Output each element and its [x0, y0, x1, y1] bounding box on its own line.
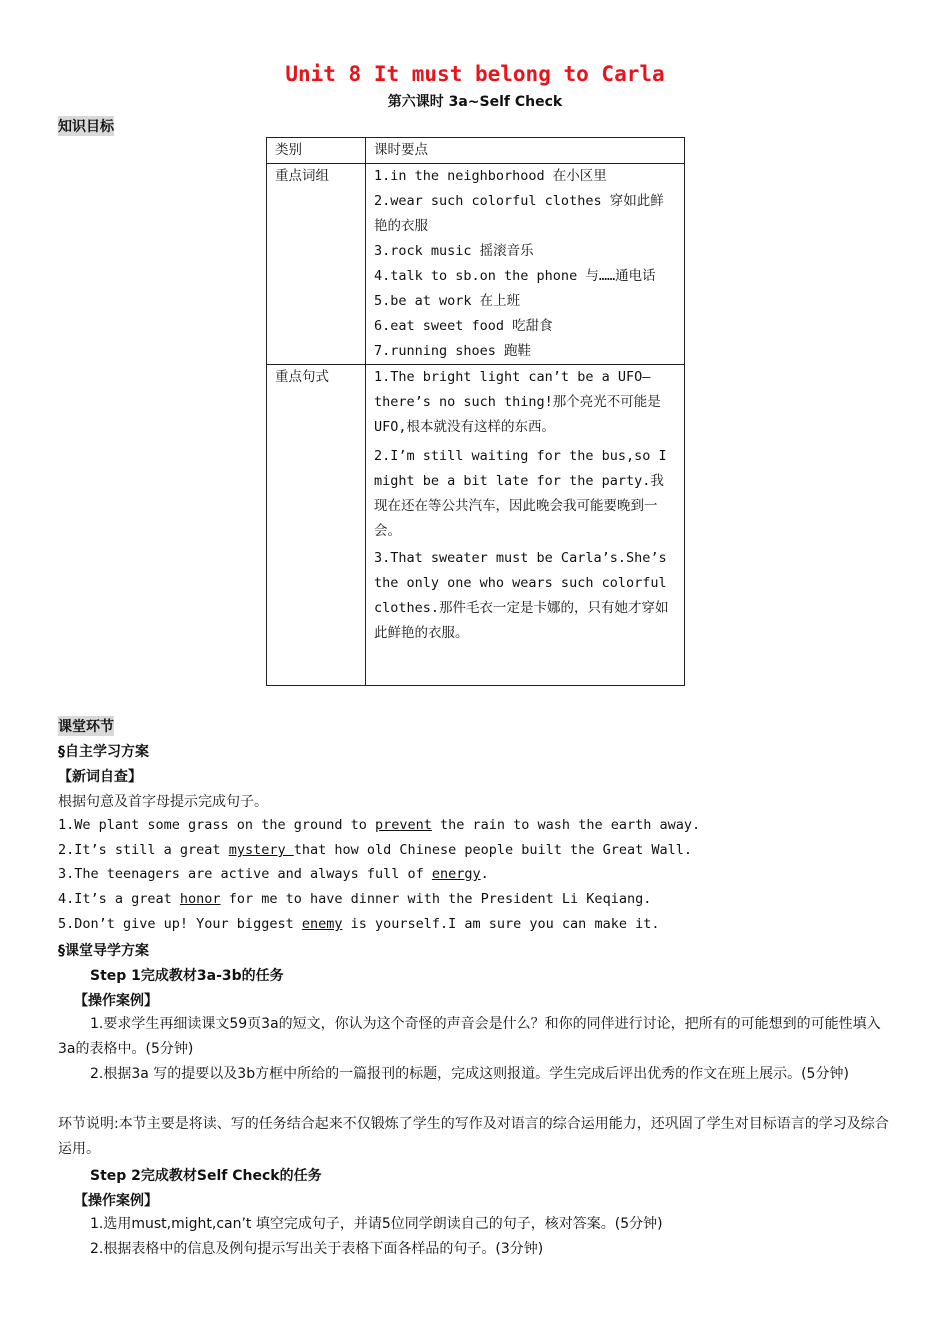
table-row-category: 重点词组	[267, 164, 366, 365]
phrase-item: 7.running shoes 跑鞋	[374, 343, 532, 359]
table-row-items	[366, 164, 685, 365]
answer-word: enemy	[301, 916, 343, 932]
step1-paragraph-1: 1.要求学生再细读课文59页3a的短文，你认为这个奇怪的声音会是什么？和你的同伴进行讨论，把所有的可能想到的可能性填入3a的表格中。(5分钟)	[58, 1016, 881, 1057]
sentence-item: 1.The bright light can’t be a UFO—there’s no such thing!那个亮光不可能是UFO,根本就没有这样的东西。	[374, 369, 661, 435]
answer-word: mystery	[228, 842, 294, 858]
exercise-sentence	[58, 891, 651, 907]
case2-heading: 【操作案例】	[74, 1193, 158, 1209]
sentence-text: that how old Chinese people built the Great Wall.	[293, 842, 692, 858]
sentence-text: 2.It’s still a great	[58, 842, 229, 858]
exercise-sentence	[58, 916, 659, 932]
self-study-heading: §自主学习方案	[58, 744, 149, 760]
step2-paragraph-2: 2.根据表格中的信息及例句提示写出关于表格下面各样品的句子。(3分钟)	[90, 1241, 544, 1257]
knowledge-table	[266, 137, 685, 686]
step1-paragraph-2: 2.根据3a 写的提要以及3b方框中所给的一篇报刊的标题，完成这则报道。学生完成后评出优秀的作文在班上展示。(5分钟)	[90, 1066, 849, 1082]
table-row	[267, 164, 685, 365]
sentence-text: 5.Don’t give up! Your biggest	[58, 916, 302, 932]
sentence-text: for me to have dinner with the President Li Keqiang.	[220, 891, 652, 907]
sentence-item: 2.I’m still waiting for the bus,so I might be a bit late for the party.我现在还在等公共汽车，因此晚会我可能要晚到一会。	[374, 448, 667, 539]
answer-word: energy	[431, 866, 481, 882]
sentence-text: is yourself.I am sure you can make it.	[342, 916, 660, 932]
knowledge-heading: 知识目标	[58, 116, 114, 136]
table-row-category: 重点句式	[267, 365, 366, 686]
sentence-text: .	[480, 866, 489, 882]
section-note: 环节说明:本节主要是将读、写的任务结合起来不仅锻炼了学生的写作及对语言的综合运用能力，还巩固了学生对目标语言的学习及综合运用。	[58, 1116, 889, 1157]
table-row	[267, 365, 685, 686]
exercise-sentence	[58, 866, 489, 882]
step2-paragraph-1: 1.选用must,might,can’t 填空完成句子，并请5位同学朗读自己的句子，核对答案。(5分钟)	[90, 1216, 663, 1232]
guide-heading: §课堂导学方案	[58, 943, 149, 959]
phrase-item: 3.rock music 摇滚音乐	[374, 243, 534, 259]
new-words-heading: 【新词自查】	[58, 769, 142, 785]
document-subtitle: 第六课时 3a~Self Check	[387, 94, 563, 110]
table-header-category: 类别	[267, 138, 366, 164]
answer-word: prevent	[374, 817, 432, 833]
answer-word: honor	[179, 891, 221, 907]
document-title: Unit 8 It must belong to Carla	[285, 62, 665, 86]
sentence-item: 3.That sweater must be Carla’s.She’s the only one who wears such colorful clothes.那件毛衣一定是卡娜的，只有她才穿如此鲜艳的衣服。	[374, 550, 669, 641]
new-words-instruction: 根据句意及首字母提示完成句子。	[58, 794, 268, 810]
phrase-item: 6.eat sweet food 吃甜食	[374, 318, 553, 334]
exercise-sentence	[58, 842, 692, 858]
sentence-text: 3.The teenagers are active and always full of	[58, 866, 432, 882]
table-row-items	[366, 365, 685, 686]
sentence-text: 1.We plant some grass on the ground to	[58, 817, 375, 833]
sentence-text: 4.It’s a great	[58, 891, 180, 907]
step2-heading: Step 2完成教材Self Check的任务	[90, 1168, 322, 1184]
step1-heading: Step 1完成教材3a-3b的任务	[90, 968, 284, 984]
class-heading: 课堂环节	[58, 716, 114, 736]
phrase-item: 4.talk to sb.on the phone 与……通电话	[374, 268, 656, 284]
phrase-item: 2.wear such colorful clothes 穿如此鲜艳的衣服	[374, 193, 664, 234]
phrase-item: 1.in the neighborhood 在小区里	[374, 168, 607, 184]
phrase-item: 5.be at work 在上班	[374, 293, 521, 309]
table-header-row	[267, 138, 685, 164]
sentence-text: the rain to wash the earth away.	[431, 817, 701, 833]
case1-heading: 【操作案例】	[74, 993, 158, 1009]
table-header-points: 课时要点	[366, 138, 685, 164]
exercise-sentence	[58, 817, 700, 833]
